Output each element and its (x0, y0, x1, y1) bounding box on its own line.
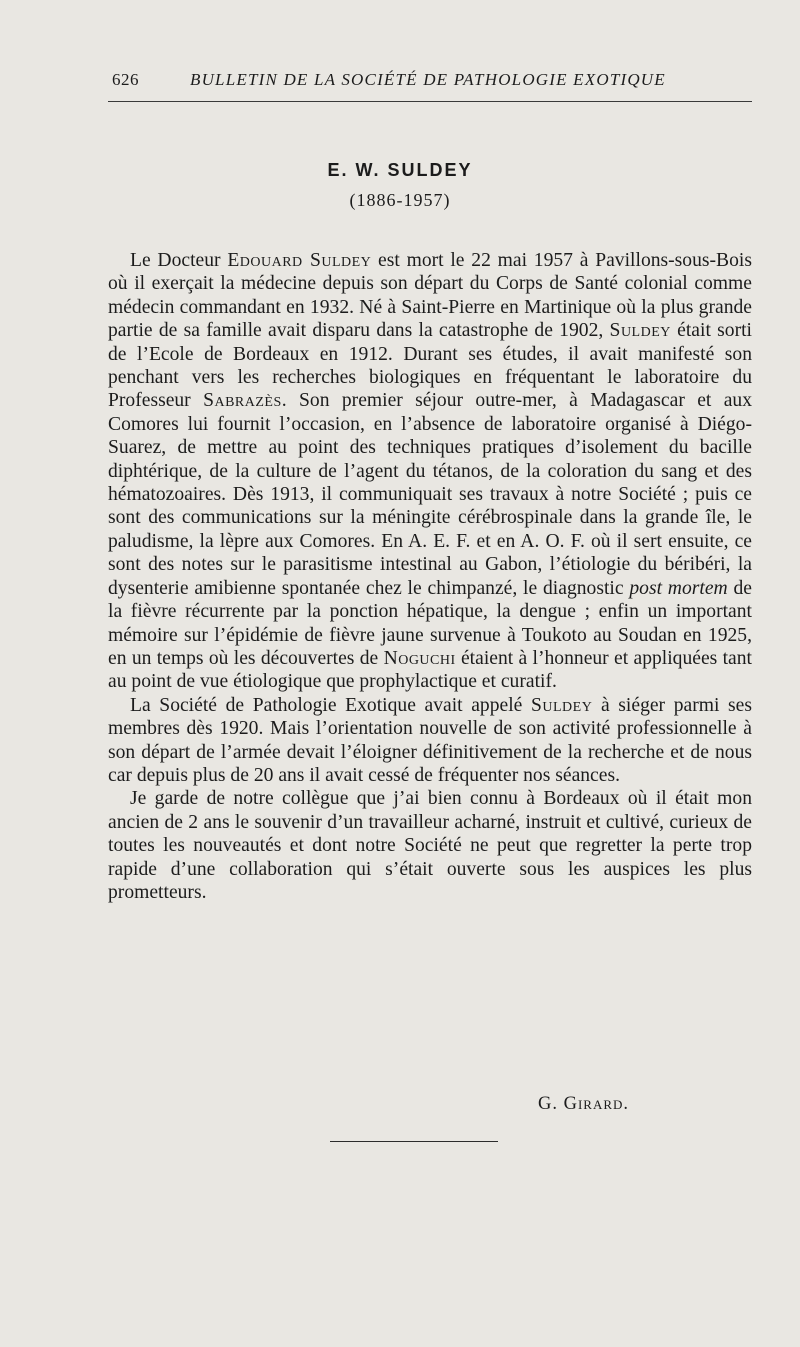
text-run: . Son premier séjour outre-mer, à Madagascar et aux Comores lui fournit l’occasion, en l’absence de laboratoire organisé à Diégo-Suarez, de mettre au point des techniques pratiques d’isolement du bacille diphtérique, de la culture de l’agent du tétanos, de la coloration du sang et des hématozoaires. Dès 1913, il communiquait ses travaux à notre Société ; puis ce sont des communications sur la méningite cérébrospinale dans la grande île, le paludisme, la lèpre aux Comores. En A. E. F. et en A. O. F. où il sert ensuite, ce sont des notes sur le parasitisme intestinal au Gabon, l’étiologie du béribéri, la dysenterie amibienne spontanée chez le chimpanzé, le diagnostic (108, 390, 752, 599)
paragraph (108, 249, 752, 694)
text-run: de la fièvre récurrente par la ponction hépatique, la dengue ; enfin un important mémoire sur l’épidémie de fièvre jaune survenue à Toukoto au Soudan en 1925, en un temps où les découvertes de (108, 577, 752, 669)
paragraph (108, 787, 752, 904)
person-name: Noguchi (383, 647, 456, 669)
header-rule (108, 101, 752, 102)
paragraph (108, 694, 752, 788)
text-run: à siéger parmi ses membres dès 1920. Mais l’orientation nouvelle de son activité professionnelle à son départ de l’armée devait l’éloigner définitivement de la recherche et de nous car depuis plus de 20 ans il avait cessé de fréquenter nos séances. (108, 694, 752, 786)
text-run: Le Docteur (130, 250, 228, 271)
obituary-body (108, 249, 752, 904)
end-rule (330, 1141, 498, 1142)
obituary-name: E. W. SULDEY (327, 160, 473, 180)
text-run: étaient à l’honneur et appliquées tant au point de vue étiologique que prophylactique et curatif. (108, 647, 752, 693)
author-signature: G. Girard. (538, 1094, 630, 1114)
obituary-dates: (1886-1957) (349, 190, 451, 210)
person-name: Sabrazès (203, 390, 282, 412)
person-name: Edouard Suldey (227, 250, 372, 271)
text-run: est mort le 22 mai 1957 à Pavillons-sous-Bois où il exerçait la médecine depuis son départ du Corps de Santé colonial comme médecin commandant en 1932. Né à Saint-Pierre en Martinique où la plus grande partie de sa famille avait disparu dans la catastrophe de 1902, (108, 250, 752, 342)
page-number: 626 (112, 70, 139, 89)
person-name: Suldey (609, 320, 671, 342)
text-run: était sorti de l’Ecole de Bordeaux en 1912. Durant ses études, il avait manifesté son penchant vers les recherches biologiques en fréquentant le laboratoire du Professeur (108, 320, 752, 412)
text-run: Je garde de notre collègue que j’ai bien connu à Bordeaux où il était mon ancien de 2 ans le souvenir d’un travailleur acharné, instruit et cultivé, curieux de toutes les nouveautés et dont notre Société ne peut que regretter la perte trop rapide d’une collaboration qui s’était ouverte sous les auspices les plus prometteurs. (108, 788, 752, 903)
text-run: La Société de Pathologie Exotique avait appelé (130, 694, 531, 716)
person-name: Suldey (531, 694, 593, 716)
italic-term: post mortem (629, 577, 728, 599)
running-title: BULLETIN DE LA SOCIÉTÉ DE PATHOLOGIE EXOTIQUE (190, 70, 666, 89)
